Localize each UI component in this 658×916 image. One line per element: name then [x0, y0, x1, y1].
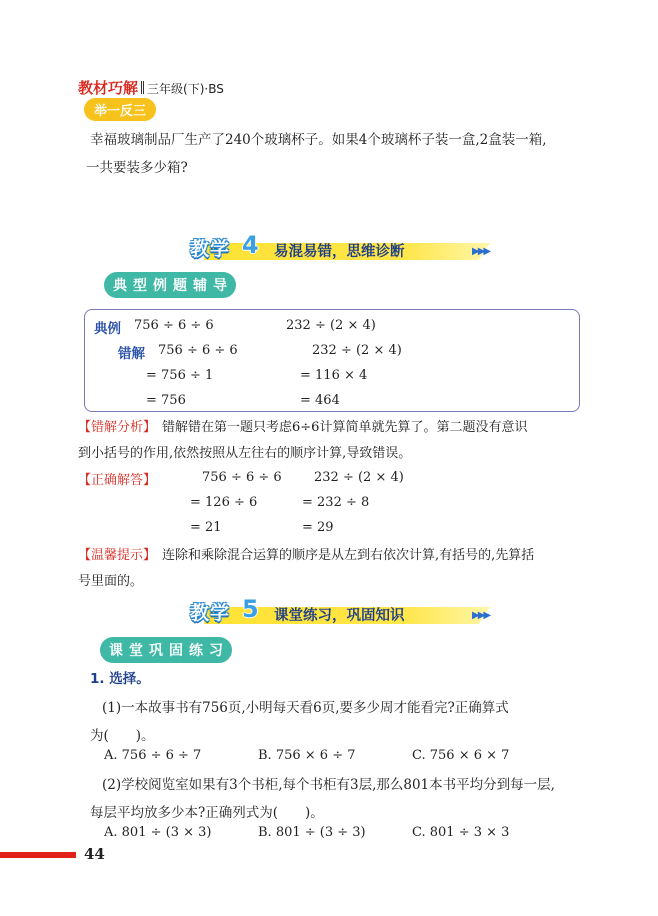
wrong-1-line-3: = 756 — [146, 393, 186, 408]
warm-tip — [78, 543, 588, 595]
running-header — [78, 77, 224, 98]
q1-option-b[interactable]: B. 756 × 6 ÷ 7 — [258, 748, 356, 763]
q1-option-c[interactable]: C. 756 × 6 × 7 — [412, 748, 510, 763]
q2-line-2: 每层平均放多少本?正确列式为( )。 — [90, 805, 324, 821]
wrong-1-line-2: = 756 ÷ 1 — [146, 368, 214, 383]
section-title: 课堂练习，巩固知识 — [274, 608, 405, 624]
q1-line-1: (1)一本故事书有756页,小明每天看6页,要多少周才能看完?正确算式 — [102, 700, 509, 716]
wrong-2-line-3: = 464 — [300, 393, 340, 408]
arrows-icon: ▶▶▶ — [472, 246, 490, 257]
typical-example-badge: 典 型 例 题 辅 导 — [104, 272, 236, 298]
section-4-banner — [190, 231, 500, 262]
correct-1-line-2: = 126 ÷ 6 — [190, 495, 258, 510]
section-5-banner — [190, 595, 500, 626]
tip-label: 【温馨提示】 — [78, 548, 157, 563]
wrong-2-line-1: 232 ÷ (2 × 4) — [312, 343, 402, 358]
example-q1: 756 ÷ 6 ÷ 6 — [134, 318, 214, 333]
question-1 — [90, 694, 590, 750]
correct-2-line-1: 232 ÷ (2 × 4) — [314, 470, 404, 485]
practice-line-1: 幸福玻璃制品厂生产了240个玻璃杯子。如果4个玻璃杯子装一盒,2盒装一箱, — [90, 132, 547, 148]
section-title: 易混易错，思维诊断 — [274, 244, 405, 260]
page-number: 44 — [84, 845, 105, 863]
practice-line-2: 一共要装多少箱? — [86, 160, 188, 176]
tip-line-1: 连除和乘除混合运算的顺序是从左到右依次计算,有括号的,先算括 — [162, 548, 535, 563]
analysis-line-1: 错解错在第一题只考虑6÷6计算简单就先算了。第二题没有意识 — [162, 420, 528, 435]
q1-line-2: 为( )。 — [90, 728, 155, 744]
q2-option-b[interactable]: B. 801 ÷ (3 ÷ 3) — [258, 825, 366, 840]
practice-problem — [86, 126, 590, 182]
error-analysis — [78, 415, 588, 467]
section-label: 教学 — [190, 238, 231, 260]
practice-badge: 举一反三 — [84, 98, 156, 121]
correct-2-line-2: = 232 ÷ 8 — [302, 495, 370, 510]
tip-line-2: 号里面的。 — [78, 574, 144, 589]
book-subtitle: 三年级(下)·BS — [147, 82, 224, 96]
example-label: 典例 — [94, 321, 121, 337]
arrows-icon: ▶▶▶ — [472, 610, 490, 621]
section-number: 5 — [242, 595, 259, 623]
q2-line-1: (2)学校阅览室如果有3个书柜,每个书柜有3层,那么801本书平均分到每一层, — [102, 777, 555, 793]
wrong-label: 错解 — [118, 346, 145, 362]
wrong-2-line-2: = 116 × 4 — [300, 368, 368, 383]
q2-option-c[interactable]: C. 801 ÷ 3 × 3 — [412, 825, 510, 840]
question-2 — [90, 771, 600, 827]
q1-option-a[interactable]: A. 756 ÷ 6 ÷ 7 — [104, 748, 202, 763]
analysis-label: 【错解分析】 — [78, 420, 157, 435]
q2-option-a[interactable]: A. 801 ÷ (3 × 3) — [104, 825, 212, 840]
wrong-1-line-1: 756 ÷ 6 ÷ 6 — [158, 343, 238, 358]
footer-bar — [0, 852, 76, 858]
question-heading: 1. 选择。 — [90, 671, 150, 687]
example-q2: 232 ÷ (2 × 4) — [286, 318, 376, 333]
section-label: 教学 — [190, 602, 231, 624]
correct-1-line-3: = 21 — [190, 520, 222, 535]
analysis-line-2: 到小括号的作用,依然按照从左往右的顺序计算,导致错误。 — [78, 446, 412, 461]
correct-1-line-1: 756 ÷ 6 ÷ 6 — [202, 470, 282, 485]
correct-label: 【正确解答】 — [78, 473, 157, 488]
correct-2-line-3: = 29 — [302, 520, 334, 535]
section-number: 4 — [242, 231, 259, 259]
classwork-badge: 课 堂 巩 固 练 习 — [100, 637, 232, 663]
header-divider — [141, 81, 144, 94]
book-brand: 教材巧解 — [78, 79, 139, 97]
